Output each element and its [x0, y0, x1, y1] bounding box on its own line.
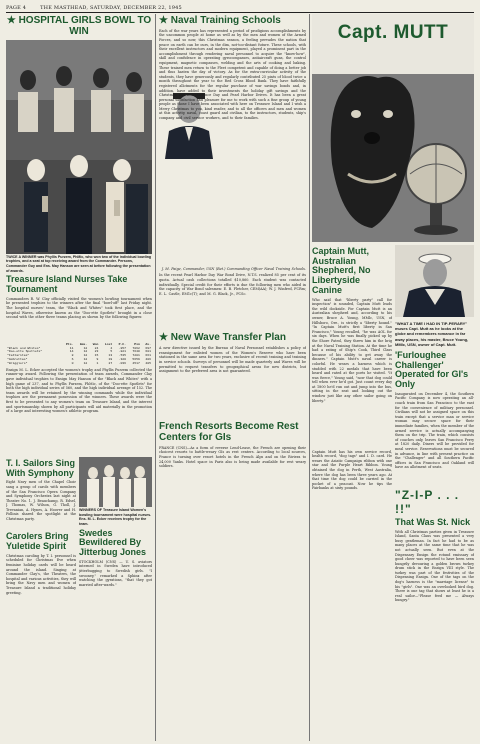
table-row: "Doo-ette Spotlets" 14 12 23 5 .821 7640 681 [7, 349, 151, 354]
bowling-awards-photo [6, 40, 152, 254]
bowling-photo-illustration [6, 40, 152, 254]
zip-article-body: With all Christmas parties given in Treasure Island, Santa Claus was presented a very busy gentleman. In fact he had to be as many places at the same time that he was not actually seen. But even at the Dispensary Ensign the rotund emissary of good cheer was reported to have been seen hungrily devouring a golden brown turkey drum stick in the Ensign VIII style. The turkey was part of the festivities of the Dispensing Ensign. One of the tags on the dog's harness is the "marriage license" to his "girls". One was an overlooked bird dog. There is one tag that shows at least he is a real sailor—"Please feed me — Always hungry." [395, 529, 474, 603]
carolers-headline: Carolers Bring Yuletide Spirit [6, 531, 69, 552]
naval-schools-headline: ★ Naval Training Schools [159, 15, 281, 26]
zip-headline: "Z-I-P . . . !!" [395, 487, 460, 516]
naval-schools-signature: J. M. Paige, Commander, USN (Ret.) Commanding Officer Naval Training Schools. [161, 266, 306, 271]
bowling-photo-caption: TWICE A WINNER was Phyllis Purzem, PhMic, who won two of the individual bowling trophies, and a seat at top receiving award from the Commander. Persons, Commander Guy and Ens. May Hanson are seen at before following the presentation of awards. [6, 254, 152, 273]
star-icon: ★ [6, 15, 16, 26]
nurses-article-body: Commanders R. W. Clay officially visited the women's bowling tournament when he presented trophies to the winners after the final "bowl-off" last Friday night. The hospital nurses' team, the "Black and Whites" took first place, and the hospital Waves, otherwise known as the "Doo-ette Spotlets" brought in a close second with the other three teams placing as shown by the following figures: [6, 296, 152, 320]
dog-photo-illustration [312, 14, 474, 242]
wave-transfer-body: A new directive issued by the Bureau of Naval Personnel establishes a policy of reassignment for enlisted women of the Women's Reserve who have been stationed in the same area for two years, exclusive of recruit training and training in service schools. Surveys of personnel will be made quarterly and Waves will be permitted to request transfers to geographical areas for new districts, but assignment to the preferred area is not guaranteed. [159, 346, 306, 374]
naval-schools-body: Each of the war years has represented a period of prodigious accomplishments by the uncommon people at home as well as by the men and women of the Armed Forces, and so now, this Christmas season, a feeling pervades the nation that peace on earth can be ours, in the dim, not-too-distant future. These schools, with their excellent instructors and modern equipment, played a prominent part in the accomplishment through rendering naval personnel to acquire the "know-how", skill and confidence in operating gyrocompasses, antiaircraft guns, the control equipment, magnetic compasses, welding and the arts of cooking and baking. These trained men return to the Fleet competent and capable of doing a better job and thus hasten the day of victory. As for the extra-curricular activity of the students, they have generously and regularly contributed 25 pints of blood twice a month throughout the year to the Red Cross Blood Bank. They have faithfully registered allotments for the regular purchase of war savings bonds and, in addition, have added to their investments the holiday gift savings and the Christmas and Independence Day and Pearl Harbor Drives. It has been a great personal satisfaction and pleasure for me to work with such a fine group of young people as those I have been associated with here on Treasure Island and I wish a Merry Christmas to you, kind reader, and to all the officers and men and women at this activity, naval, coast guard and civilian, to the instructors, students, ship's company and civil service workers, and to their families. [159, 28, 306, 121]
table-header-cell: P.C. [118, 341, 127, 346]
swedes-article-body: STOCKHOLM (CNS) — U. S. aviators interned in Sweden have introduced jitterbugging to Swedish girls. "I swooney," remarked a Sphinx after watching the gyrations, "that they got married after-wards." [79, 559, 152, 587]
table-header-cell: Won [92, 341, 99, 346]
zip-subheadline: That Was St. Nick [395, 516, 471, 527]
winners-story [79, 457, 152, 614]
hospital-girls-headline: ★ HOSPITAL GIRLS BOWL TO WIN [6, 15, 152, 37]
french-resorts-headline: French Resorts Become Rest Centers for GIs [159, 421, 299, 443]
mutt-story [312, 245, 392, 642]
column-rule [309, 14, 310, 741]
table-row: "Wrigglers" 0 12 1 27 .036 4517 485 [7, 361, 151, 366]
nurses-winners-photo [79, 457, 152, 507]
mutt-pull-quote: "WHAT A TIME I HAD IN TIP-PERARY" muses Capt. Mutt as he looks at the globe and remembers romance in far away places, his master, Bruce Young, MMlc, USN, owner of Capt. Mutt. [395, 321, 469, 347]
war-bond-article: In the recent Pearl Harbor Day War Bond Drive, N.T.S. realized 85 per cent of its quota. Actual cash collections totalled $10,860. Each student was contacted individually. Special credit for their efforts is due the following men who aided in the capacity of War Bond salesmen: E. B. Fletcher, CEM(AA); W. J. Winfred, FCRm; E. L. Castle, EM1c(T); and M. G. Black, Jr., FCSc. [159, 273, 306, 296]
french-resorts-body: FRANCE (CNS)—As a form of reverse Lend-Lease, the French are opening their choicest resorts to battle-weary GIs as rest centers. According to local sources, France is turning over resort hotels in the French Alps and on the Riviera to 24,000 Yanks. Hotel space in Paris also is being made available for rest weary soldiers. [159, 445, 306, 469]
bowling-standings-table [6, 343, 152, 366]
furlough-article-body: Inaugurated on December 4, the Southern Pacific Company is now operating an all-coach train from San Francisco to the east for the convenience of military personnel. Civilians will not be assigned space on this train except that a service man or service woman may secure space for their immediate families, when the member of the armed service is actually accompanying them on the trip. The train, which consists of coaches only, leaves San Francisco Ferry at 1820 daily. Diners will be provided for meal service. Reservations must be secured in advance, in line with present practice on the "Challenger" and all Southern Pacific offices in San Francisco and Oakland will have an allotment of seats. [395, 391, 474, 470]
table-header-cell: Lost [104, 341, 113, 346]
page-number: PAGE 4 [6, 4, 27, 11]
winners-caption: WINNERS OF Treasure Island Women's bowling tournament were hospital nurses. Ens. M. L. Ecker receives trophy for the team. [79, 507, 152, 526]
column-left [6, 14, 152, 741]
table-header-cell: Pin [134, 341, 140, 346]
naval-schools-story [159, 29, 306, 265]
singers-story [6, 457, 76, 614]
table-header-cell: Gms. [79, 341, 88, 346]
masthead-date: THE MASTHEAD, SATURDAY, DECEMBER 22, 1945 [40, 4, 182, 11]
furlough-headline: 'Furloughee Challenger' Operated for GI's Only [395, 349, 469, 390]
singers-and-winners-row [6, 457, 152, 614]
singers-headline: T. I. Sailors Sing With Symphony [6, 457, 76, 478]
table-row: "Ambrettas" 6 12 9 19 .320 5659 486 [7, 357, 151, 362]
nurses-headline: Treasure Island Nurses Take Tournament [6, 274, 128, 294]
swedes-headline: Swedes Bewildered By Jitterbug Jones [79, 527, 147, 557]
sailor-and-furlough [395, 245, 474, 642]
wave-transfer-headline: ★ New Wave Transfer Plan [159, 332, 286, 344]
mutt-article-body: Who said that "liberty party" call for inspection" is sounded, Captain Mutt leads the wild dockside. For Captain Mutt is an Australian shepherd and, according to his owner, Bruce A. Young, MMlc, USN, of Hillsboro, Ore., is strictly a "liberty hound." "In Captain Mutt's first liberty in San Francisco," Young recalled, "he was AOL for six days. When he was finally picked up by the Shore Patrol, they threw him in the brig at the Naval Training Station. At the time he had a rating of Ship's Cook, Third Class because of his ability to get away the dinners." Captain Mutt's naval career is colorful. He wears a harness which is studded with 22 medals that have been heard and rated at the ports he visited. "It was fierce," Young said, "now that dog could tell when ever he'd got. Just count every day at 1800 he'd run out and jump into the bus, sitting in the seat and looking out the window just like any other sailor going on liberty." [312, 297, 392, 403]
mutt-headline: Captain Mutt, Australian Shepherd, No Libertyside Canine [312, 246, 371, 295]
carolers-article-body: Christmas caroling by T. I. personnel is scheduled for Christmas Eve when feminine holiday cards will be heard around the island. Singing at Commander Clay's, the Theatres, the hospital and various activities, they will bring the Navy men and women of Treasure Island a traditional holiday greeting. [6, 553, 76, 595]
folio-line [6, 3, 474, 13]
sailor-portrait-illustration [395, 245, 474, 317]
capt-mutt-title: Capt. MUTT [337, 22, 449, 43]
table-row: "Black and Whites" 11 12 24 4 .857 7862 697 [7, 345, 151, 350]
star-icon: ★ [159, 332, 171, 344]
column-right [312, 14, 474, 741]
mutt-article-continued: Captain Mutt has his own service record, health record, "dog tags" and I. D. card. He wears the Asiatic Campaign ribbon with one star and the Purple Heart Ribbon. Young obtained the dog in Perth, West Australia, where the dog has been three years ago. At that time the dog could be carried in the pocket of a peacoat. Now he tips the Fairbanks at sixty pounds. [312, 449, 392, 491]
star-icon: ★ [159, 15, 171, 26]
table-header-cell: Av. [145, 341, 151, 346]
singers-article-body: Eight Navy men of the Chapel Choir sang a group of carols with members of the San Francisco Opera Company and Symphony Orchestra last night at Theatre No. 1. J. Beauchamp, R. Edsel, J. Thomas, W. Wilson, G. Tholl, J. Trevanian, A. Hynes, A. Hoover and H. Follinis shared the spotlight at the Christmas party. [6, 480, 76, 522]
capt-mutt-photo [312, 14, 474, 242]
nurses-article-continued: Ensign M. L. Ecker accepted the women's trophy and Phyllis Purzem collected the runner-up award. Following the presentation of team awards, Commander Clay gave individual trophies to Ensign May Hanson of the "Black and Whites" with a high game of 237, and to Phyllis Purzem, PhMic, of the "Doo-ette Spotlets" for both the high individual series of 560, and the high individual average of 152. The team awards will be retained by the winning commands while the individual trophies are the permanent possession of the winners. These awards were the first to be presented to any women's team on Treasure Island, and the interest and sportsmanship shown by all participants will aid materially in the promotion of a large and interesting women's athletic program. [6, 367, 152, 414]
column-middle [159, 14, 306, 741]
mutt-story-row [312, 245, 474, 642]
sailor-portrait [395, 245, 474, 317]
column-rule [155, 14, 156, 741]
winners-photo-illustration [79, 457, 152, 507]
table-header-cell: Pts. [66, 341, 74, 346]
table-row: "Fattaritas" 8 12 15 13 .535 7281 661 [7, 353, 151, 358]
